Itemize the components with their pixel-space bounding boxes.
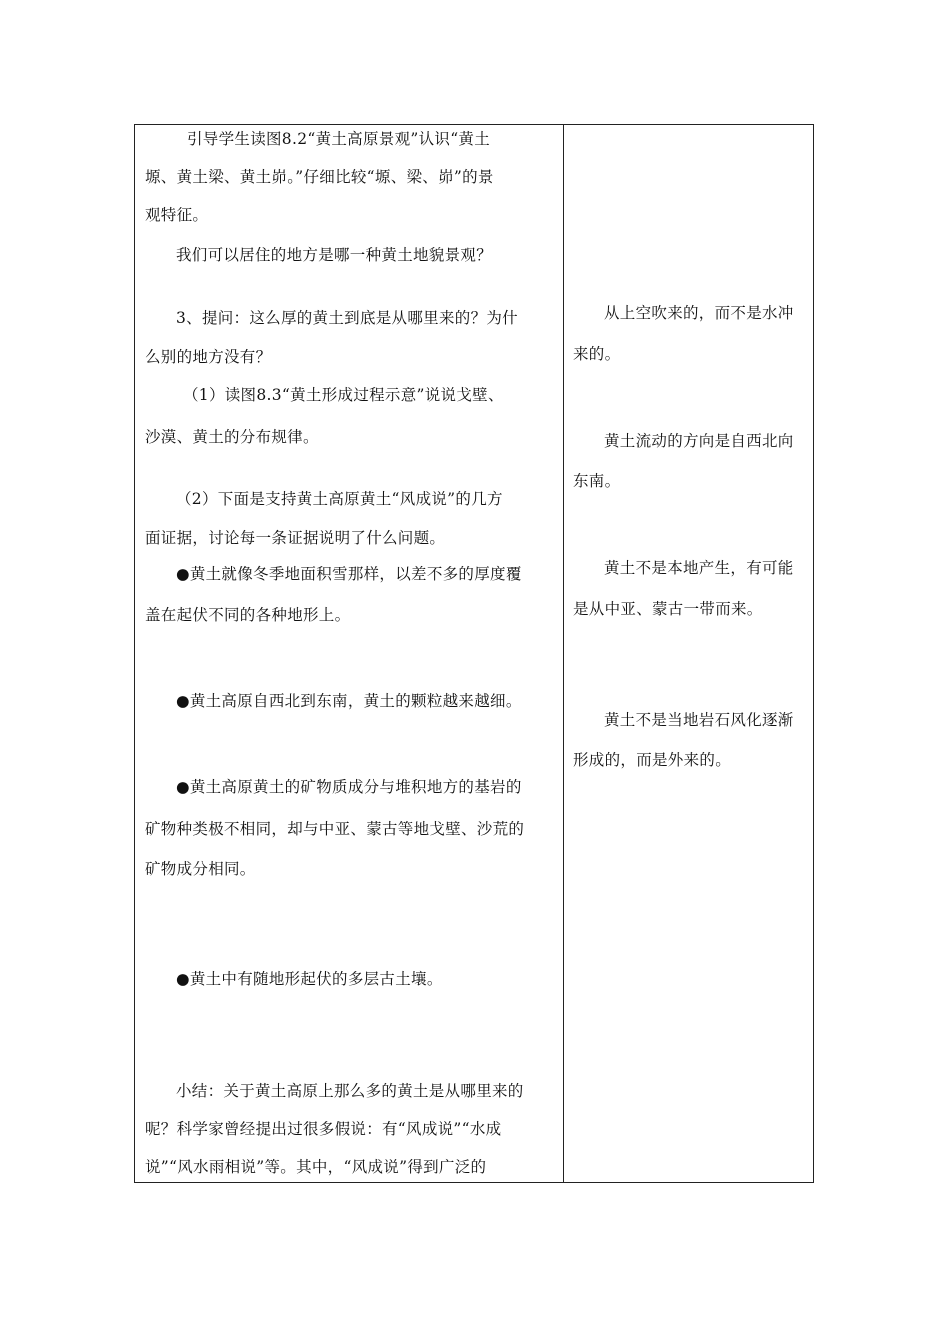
left-line: ●黄土就像冬季地面积雪那样，以差不多的厚度覆 <box>176 565 522 583</box>
left-line: 么别的地方没有？ <box>145 348 272 366</box>
right-line: 从上空吹来的，而不是水冲 <box>604 304 794 322</box>
left-line: 小结：关于黄土高原上那么多的黄土是从哪里来的 <box>176 1082 524 1100</box>
right-line: 黄土不是本地产生，有可能 <box>604 559 794 577</box>
left-line: （1）读图8.3“黄土形成过程示意”说说戈壁、 <box>183 386 504 404</box>
left-line: 3、提问：这么厚的黄土到底是从哪里来的？为什 <box>176 309 518 327</box>
left-line: 塬、黄土梁、黄土峁。”仔细比较“塬、梁、峁”的景 <box>145 168 494 186</box>
left-line: 说”“风水雨相说”等。其中，“风成说”得到广泛的 <box>145 1158 487 1176</box>
lesson-table <box>134 124 814 1183</box>
left-line: ●黄土高原黄土的矿物质成分与堆积地方的基岩的 <box>176 778 522 796</box>
right-line: 来的。 <box>573 345 621 363</box>
left-line: （2）下面是支持黄土高原黄土“风成说”的几方 <box>176 490 503 508</box>
left-line: ●黄土高原自西北到东南，黄土的颗粒越来越细。 <box>176 692 522 710</box>
column-divider <box>563 125 564 1182</box>
left-line: ●黄土中有随地形起伏的多层古土壤。 <box>176 970 443 988</box>
left-line: 引导学生读图8.2“黄土高原景观”认识“黄土 <box>187 130 491 148</box>
left-line: 盖在起伏不同的各种地形上。 <box>145 606 351 624</box>
left-line: 我们可以居住的地方是哪一种黄土地貌景观？ <box>176 246 493 264</box>
left-line: 面证据，讨论每一条证据说明了什么问题。 <box>145 529 446 547</box>
left-line: 矿物种类极不相同，却与中亚、蒙古等地戈壁、沙荒的 <box>145 820 525 838</box>
left-line: 沙漠、黄土的分布规律。 <box>145 428 319 446</box>
right-line: 东南。 <box>573 472 621 490</box>
right-line: 形成的，而是外来的。 <box>573 751 732 769</box>
right-line: 黄土流动的方向是自西北向 <box>604 432 794 450</box>
left-line: 呢？科学家曾经提出过很多假说：有“风成说”“水成 <box>145 1120 502 1138</box>
right-line: 黄土不是当地岩石风化逐渐 <box>604 711 794 729</box>
left-line: 矿物成分相同。 <box>145 860 256 878</box>
right-line: 是从中亚、蒙古一带而来。 <box>573 600 763 618</box>
left-line: 观特征。 <box>145 206 209 224</box>
